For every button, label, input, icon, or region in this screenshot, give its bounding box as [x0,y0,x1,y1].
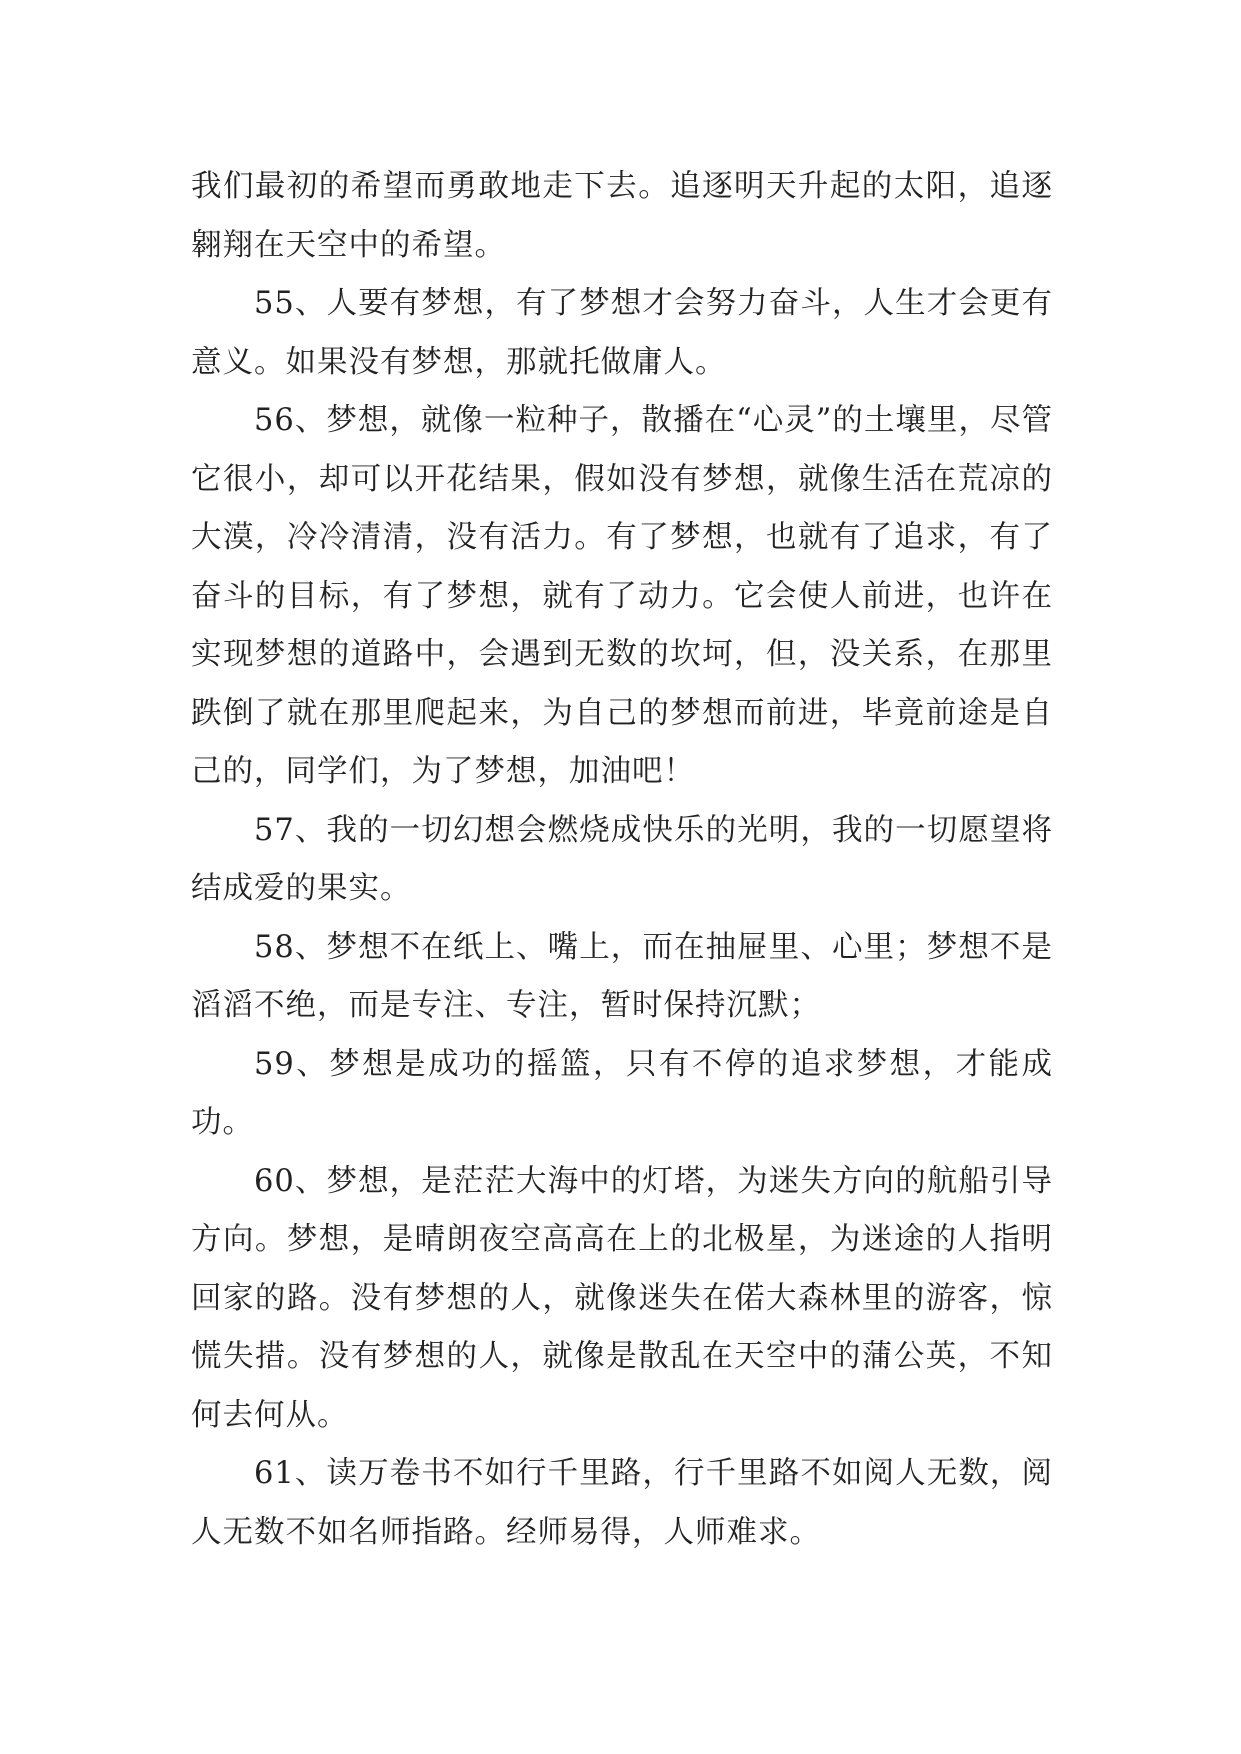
paragraph-57: 57、我的一切幻想会燃烧成快乐的光明，我的一切愿望将结成爱的果实。 [191,812,1053,906]
paragraph-continuation: 我们最初的希望而勇敢地走下去。追逐明天升起的太阳，追逐翱翔在天空中的希望。 [191,169,1053,263]
paragraph-59: 59、梦想是成功的摇篮，只有不停的追求梦想，才能成功。 [191,1046,1053,1140]
paragraph-58: 58、梦想不在纸上、嘴上，而在抽屉里、心里；梦想不是滔滔不绝，而是专注、专注，暂时保持沉默； [191,929,1053,1023]
document-body [191,158,1053,1562]
paragraph-60: 60、梦想，是茫茫大海中的灯塔，为迷失方向的航船引导方向。梦想，是晴朗夜空高高在上的北极星，为迷途的人指明回家的路。没有梦想的人，就像迷失在偌大森林里的游客，惊慌失措。没有梦想的人，就像是散乱在天空中的蒲公英，不知何去何从。 [191,1163,1053,1433]
paragraph-56: 56、梦想，就像一粒种子，散播在“心灵”的土壤里，尽管它很小，却可以开花结果，假如没有梦想，就像生活在荒凉的大漠，冷冷清清，没有活力。有了梦想，也就有了追求，有了奋斗的目标，有了梦想，就有了动力。它会使人前进，也许在实现梦想的道路中，会遇到无数的坎坷，但，没关系，在那里跌倒了就在那里爬起来，为自己的梦想而前进，毕竟前途是自己的，同学们，为了梦想，加油吧！ [191,403,1053,789]
paragraph-55: 55、人要有梦想，有了梦想才会努力奋斗，人生才会更有意义。如果没有梦想，那就托做庸人。 [191,286,1053,380]
paragraph-61: 61、读万卷书不如行千里路，行千里路不如阅人无数，阅人无数不如名师指路。经师易得，人师难求。 [191,1456,1053,1550]
